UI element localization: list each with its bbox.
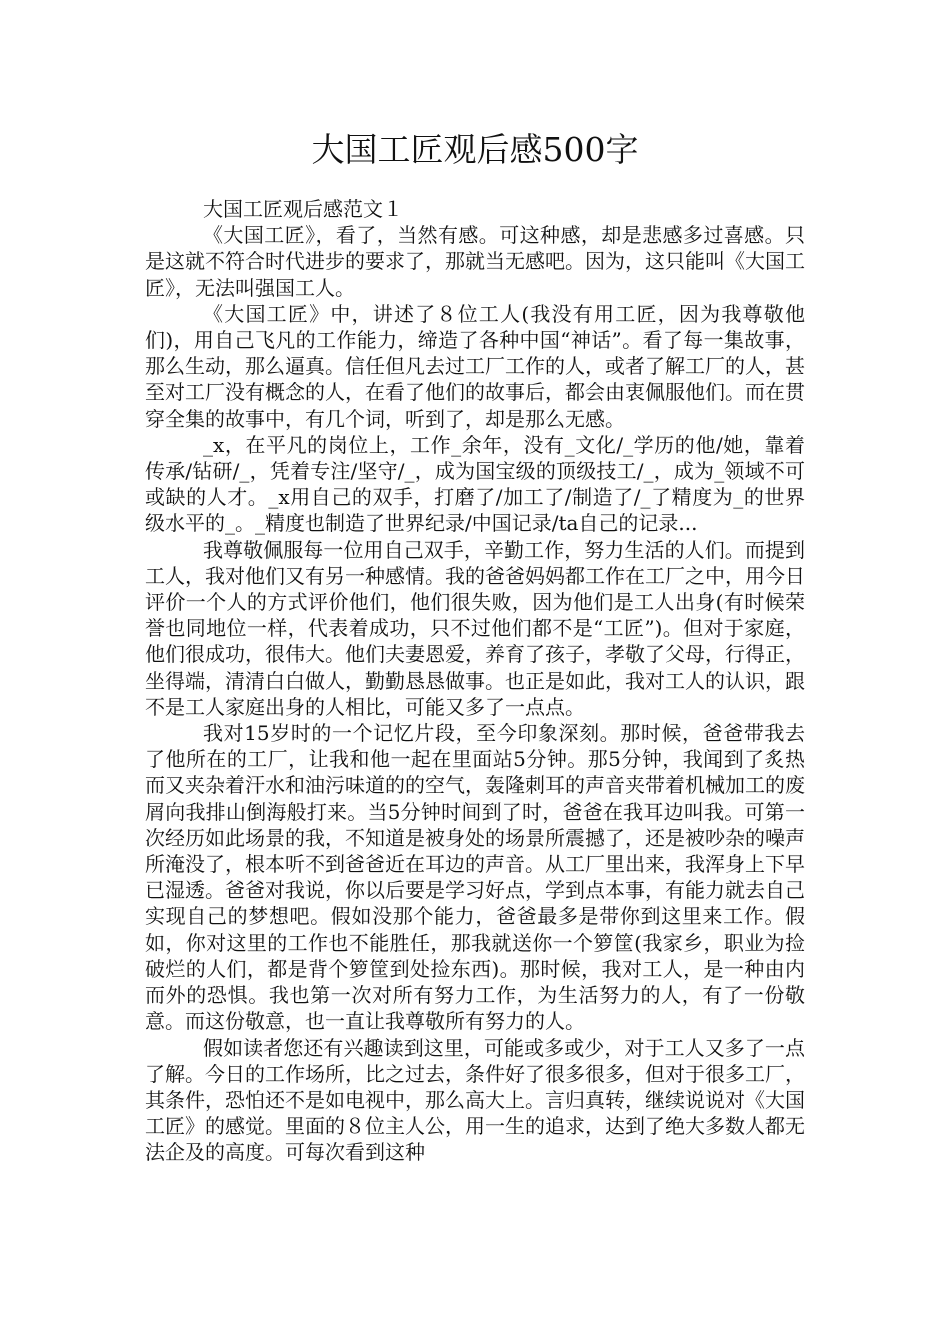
paragraph-2: 《大国工匠》中，讲述了８位工人(我没有用工匠，因为我尊敬他们)，用自己飞凡的工作能力，缔造了各种中国“神话”。看了每一集故事，那么生动，那么逼真。信任但凡去过工厂工作的人，或者了解工厂的人，甚至对工厂没有概念的人，在看了他们的故事后，都会由衷佩服他们。而在贯穿全集的故事中，有几个词，听到了，却是那么无感。	[145, 301, 805, 431]
document-title: 大国工匠观后感500字	[311, 130, 639, 169]
paragraph-6: 假如读者您还有兴趣读到这里，可能或多或少，对于工人又多了一点了解。今日的工作场所，比之过去，条件好了很多很多，但对于很多工厂，其条件，恐怕还不是如电视中，那么高大上。言归真转，继续说说对《大国工匠》的感觉。里面的８位主人公，用一生的追求，达到了绝大多数人都无法企及的高度。可每次看到这种	[145, 1035, 805, 1165]
document-body	[145, 196, 805, 1166]
paragraph-1: 《大国工匠》，看了，当然有感。可这种感，却是悲感多过喜感。只是这就不符合时代进步的要求了，那就当无感吧。因为，这只能叫《大国工匠》，无法叫强国工人。	[145, 223, 805, 300]
section-heading: 大国工匠观后感范文１	[203, 197, 403, 221]
paragraph-3: _x，在平凡的岗位上，工作_余年，没有_文化/_学历的他/她，靠着传承/钻研/_，凭着专注/坚守/_，成为国宝级的顶级技工/_，成为_领域不可或缺的人才。_x用自己的双手，打磨了/加工了/制造了/_了精度为_的世界级水平的_。_精度也制造了世界纪录/中国记录/ta自己的记录...	[145, 432, 805, 536]
paragraph-5: 我对15岁时的一个记忆片段，至今印象深刻。那时候，爸爸带我去了他所在的工厂，让我和他一起在里面站5分钟。那5分钟，我闻到了炙热而又夹杂着汗水和油污味道的的空气，轰隆刺耳的声音夹带着机械加工的废屑向我排山倒海般打来。当5分钟时间到了时，爸爸在我耳边叫我。可第一次经历如此场景的我，不知道是被身处的场景所震撼了，还是被吵杂的噪声所淹没了，根本听不到爸爸近在耳边的声音。从工厂里出来，我浑身上下早已湿透。爸爸对我说，你以后要是学习好点，学到点本事，有能力就去自己实现自己的梦想吧。假如没那个能力，爸爸最多是带你到这里来工作。假如，你对这里的工作也不能胜任，那我就送你一个箩筐(我家乡，职业为捡破烂的人们，都是背个箩筐到处捡东西)。那时候，我对工人，是一种由内而外的恐惧。我也第一次对所有努力工作，为生活努力的人，有了一份敬意。而这份敬意，也一直让我尊敬所有努力的人。	[145, 721, 805, 1034]
paragraph-4: 我尊敬佩服每一位用自己双手，辛勤工作，努力生活的人们。而提到工人，我对他们又有另一种感情。我的爸爸妈妈都工作在工厂之中，用今日评价一个人的方式评价他们，他们很失败，因为他们是工人出身(有时候荣誉也同地位一样，代表着成功，只不过他们都不是“工匠”)。但对于家庭，他们很成功，很伟大。他们夫妻恩爱，养育了孩子，孝敬了父母，行得正，坐得端，清清白白做人，勤勤恳恳做事。也正是如此，我对工人的认识，跟不是工人家庭出身的人相比，可能又多了一点点。	[145, 537, 805, 719]
